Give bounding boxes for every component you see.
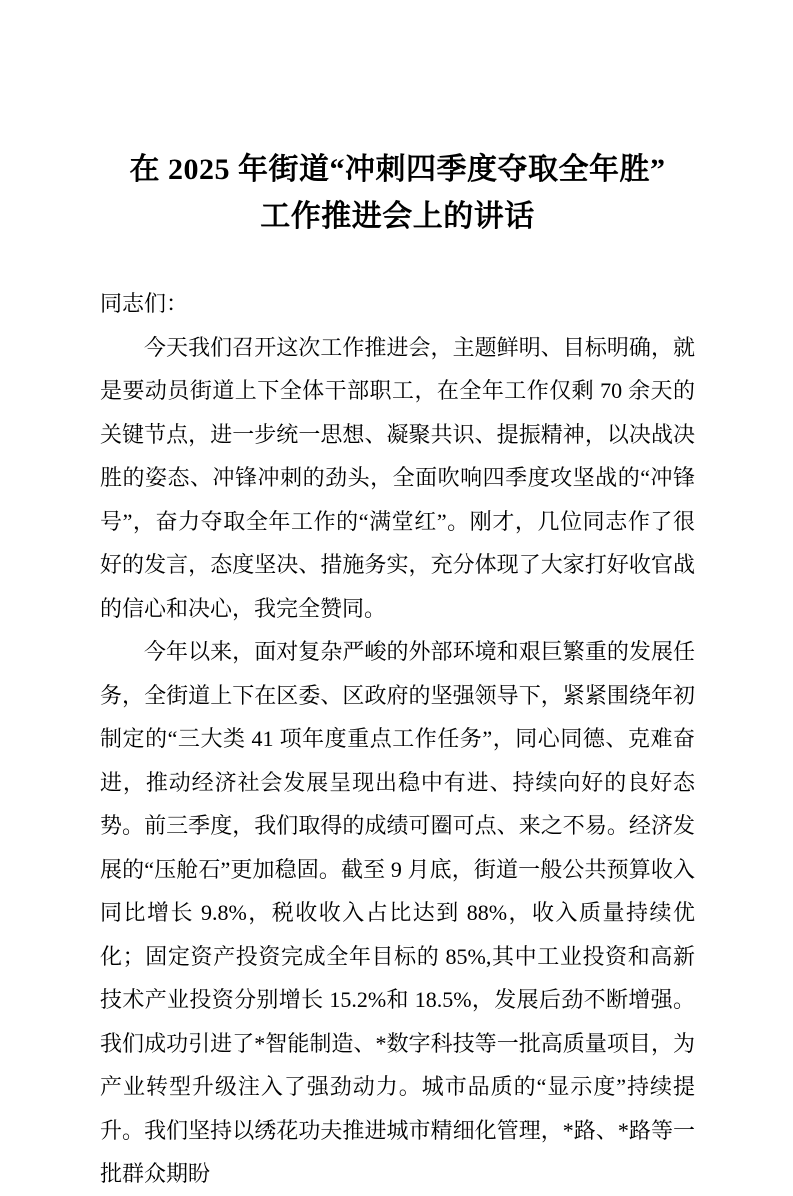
paragraph-2: 今年以来，面对复杂严峻的外部环境和艰巨繁重的发展任务，全街道上下在区委、区政府的坚强领导下，紧紧围绕年初制定的“三大类 41 项年度重点工作任务”，同心同德、克难奋进，推动经济社会发展呈现出稳中有进、持续向好的良好态势。前三季度，我们取得的成绩可圈可点、来之不易。经济发展的“压舱石”更加稳固。截至 9 月底，街道一般公共预算收入同比增长 9.8%，税收收入占比达到 88%，收入质量持续优化；固定资产投资完成全年目标的 85%,其中工业投资和高新技术产业投资分别增长 15.2%和 18.5%，发展后劲不断增强。我们成功引进了*智能制造、*数字科技等一批高质量项目，为产业转型升级注入了强劲动力。城市品质的“显示度”持续提升。我们坚持以绣花功夫推进城市精细化管理，*路、*路等一批群众期盼	[100, 639, 695, 1186]
paragraph-1: 今天我们召开这次工作推进会，主题鲜明、目标明确，就是要动员街道上下全体干部职工，在全年工作仅剩 70 余天的关键节点，进一步统一思想、凝聚共识、提振精神，以决战决胜的姿态、冲锋冲刺的劲头，全面吹响四季度攻坚战的“冲锋号”，奋力夺取全年工作的“满堂红”。刚才，几位同志作了很好的发言，态度坚决、措施务实，充分体现了大家打好收官战的信心和决心，我完全赞同。	[100, 334, 695, 621]
title-line-1: 在 2025 年街道“冲刺四季度夺取全年胜”	[129, 153, 666, 186]
document-title	[100, 146, 695, 240]
title-line-2: 工作推进会上的讲话	[260, 200, 535, 233]
salutation: 同志们：	[100, 291, 189, 316]
